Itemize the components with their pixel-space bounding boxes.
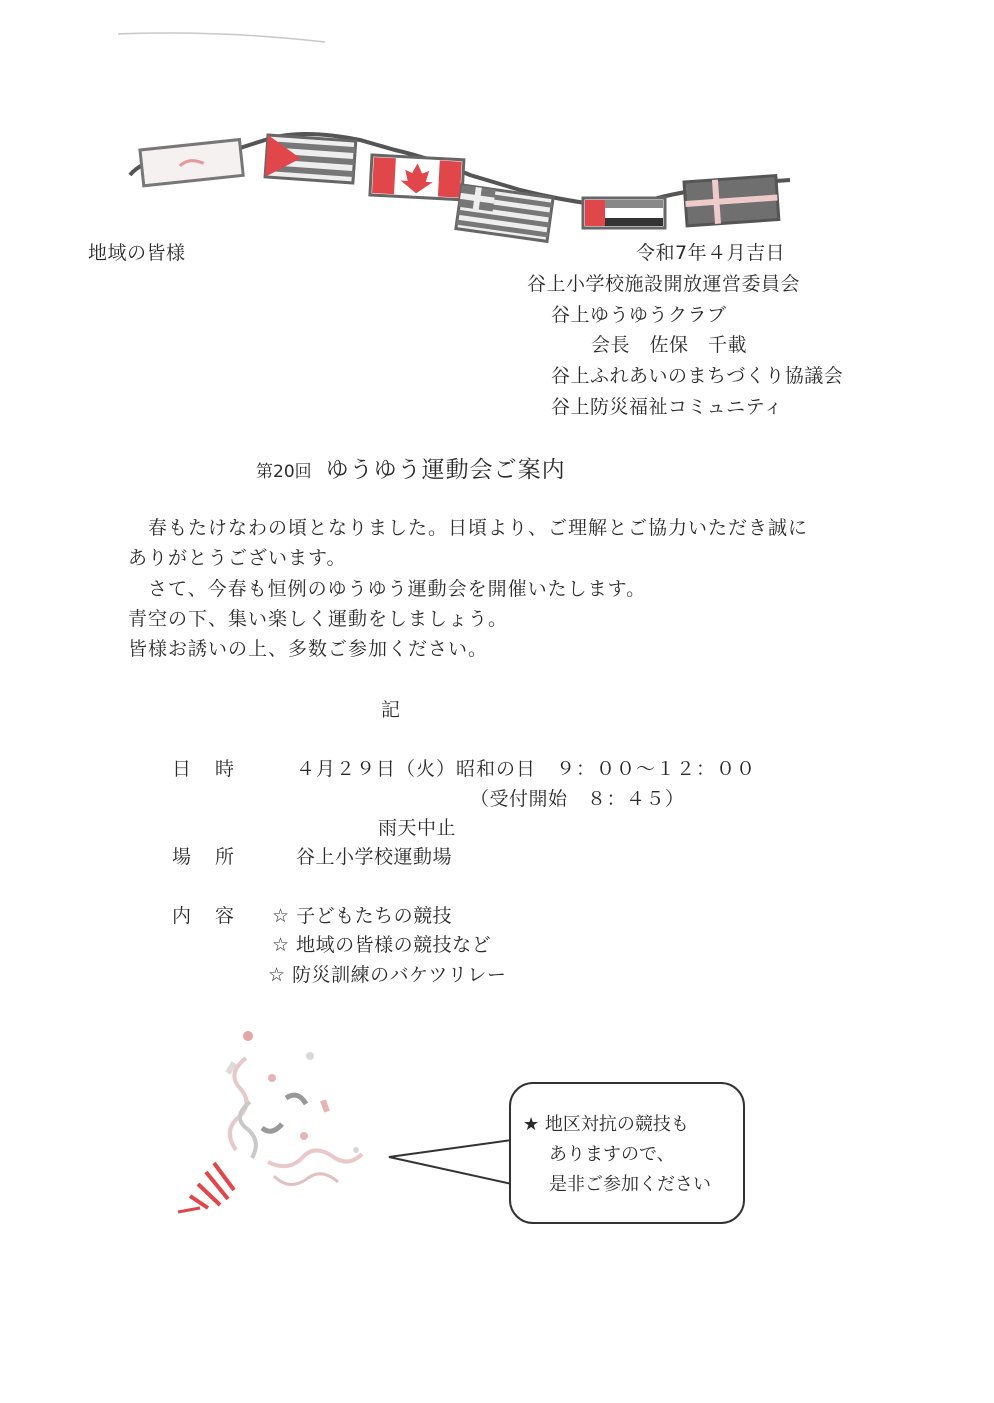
ki-heading: 記 [381, 699, 401, 721]
sender-1: 谷上小学校施設開放運営委員会 [527, 273, 801, 295]
issue-date: 令和7年４月吉日 [636, 242, 786, 264]
content-item-2: ☆ 地域の皆様の競技など [272, 934, 492, 956]
scan-stroke [118, 33, 325, 42]
title-prefix: 第20回 [256, 462, 312, 482]
flag-5-icon [583, 198, 665, 228]
page-title [256, 451, 566, 484]
title-text: ゆうゆう運動会ご案内 [325, 457, 566, 483]
flag-2-icon [265, 135, 356, 183]
sender-3: 会長 佐保 千載 [591, 334, 748, 356]
rain-note: 雨天中止 [378, 817, 457, 839]
content-label: 内容 [172, 905, 259, 927]
sender-2: 谷上ゆうゆうクラブ [551, 304, 727, 326]
body-line-2: ありがとうございます。 [128, 547, 347, 569]
recipient: 地域の皆様 [88, 242, 186, 264]
place-label: 場所 [172, 846, 259, 868]
bubble-line-2: ありますので、 [549, 1144, 675, 1165]
bubble-line-1: ★ 地区対抗の競技も [523, 1114, 689, 1135]
datetime-label: 日時 [172, 758, 259, 780]
body-line-1: 春もたけなわの頃となりました。日頃より、ご理解とご協力いただき誠に [128, 517, 809, 539]
place-value: 谷上小学校運動場 [296, 846, 453, 868]
sender-4: 谷上ふれあいのまちづくり協議会 [551, 365, 844, 387]
speech-bubble-tail-icon [389, 1140, 512, 1184]
speech-bubble [509, 1082, 745, 1224]
body-line-3: さて、今春も恒例のゆうゆう運動会を開催いたします。 [128, 578, 647, 600]
flag-6-icon [684, 176, 779, 226]
content-item-3: ☆ 防災訓練のバケツリレー [268, 964, 507, 986]
bubble-line-3: 是非ご参加ください [549, 1174, 711, 1195]
reception-time: （受付開始 ８：４５） [470, 788, 685, 810]
sender-5: 谷上防災福祉コミュニティ [551, 396, 784, 418]
content-item-1: ☆ 子どもたちの競技 [272, 905, 453, 927]
flag-1-icon [140, 140, 243, 186]
flag-3-icon [370, 155, 464, 200]
body-line-5: 皆様お誘いの上、多数ご参加ください。 [128, 638, 489, 660]
datetime-value: ４月２９日（火）昭和の日 ９：００～１２：００ [296, 758, 757, 780]
party-popper-icon [178, 1031, 362, 1212]
body-line-4: 青空の下、集い楽しく運動をしましょう。 [128, 608, 509, 630]
